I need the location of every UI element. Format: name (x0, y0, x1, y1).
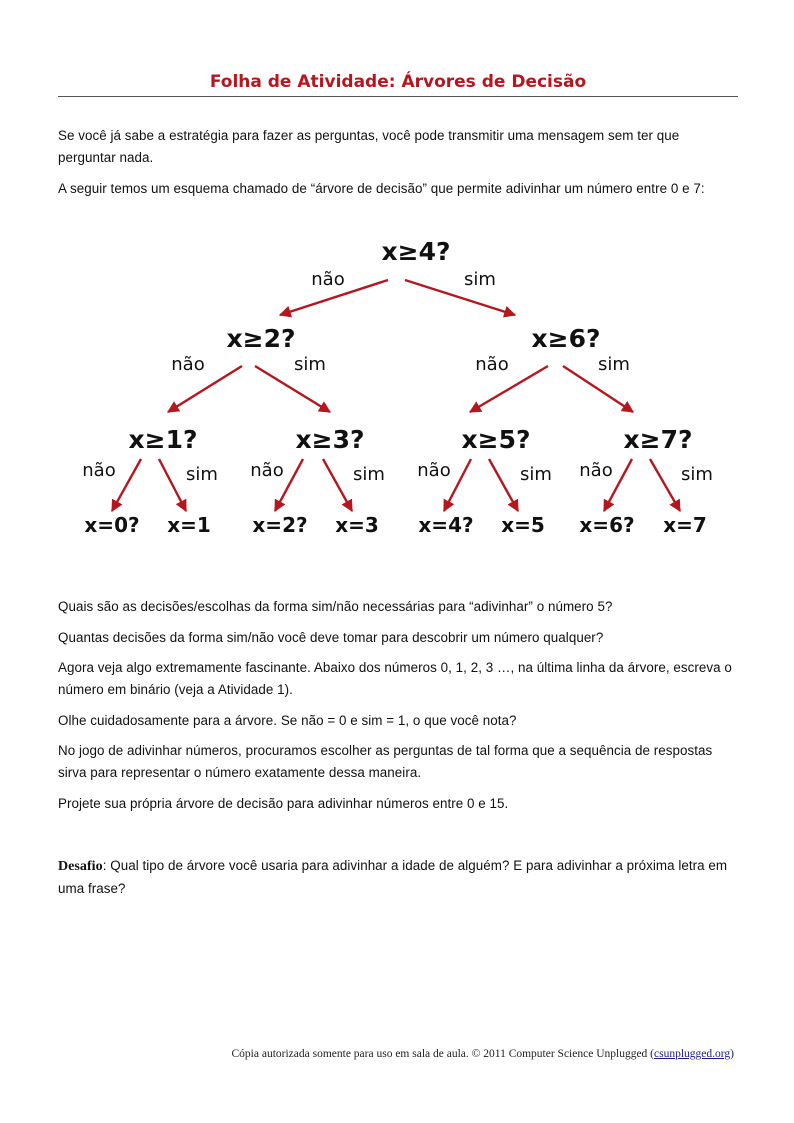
branch-label-no: não (417, 460, 451, 481)
challenge-paragraph (58, 855, 738, 900)
question-6: Projete sua própria árvore de decisão para adivinhar números entre 0 e 15. (58, 796, 509, 811)
footer (232, 1048, 735, 1060)
intro-paragraph-1: Se você já sabe a estratégia para fazer as perguntas, você pode transmitir uma mensagem sem ter que perguntar nada. (58, 128, 680, 165)
challenge-label: Desafio (58, 859, 103, 874)
branch-label-yes: sim (294, 354, 326, 375)
leaf-1: x=1 (167, 513, 211, 537)
branch-label-yes: sim (186, 464, 218, 485)
branch-label-yes: sim (464, 269, 496, 290)
question-1: Quais são as decisões/escolhas da forma sim/não necessárias para “adivinhar” o número 5? (58, 599, 613, 614)
title-divider (58, 96, 738, 97)
question-5: No jogo de adivinhar números, procuramos escolher as perguntas de tal forma que a sequência de respostas sirva para representar o número exatamente dessa maneira. (58, 743, 713, 780)
tree-arrow (159, 459, 186, 511)
branch-label-no: não (311, 269, 345, 290)
branch-label-yes: sim (353, 464, 385, 485)
leaf-4: x=4? (418, 513, 474, 537)
branch-label-no: não (579, 460, 613, 481)
node-level3-2: x≥3? (295, 425, 365, 454)
leaf-7: x=7 (663, 513, 707, 537)
tree-arrow (489, 459, 518, 511)
tree-arrow (650, 459, 680, 511)
question-2: Quantas decisões da forma sim/não você deve tomar para descobrir um número qualquer? (58, 630, 604, 645)
branch-label-no: não (250, 460, 284, 481)
node-level3-3: x≥5? (461, 425, 531, 454)
question-4: Olhe cuidadosamente para a árvore. Se não = 0 e sim = 1, o que você nota? (58, 713, 517, 728)
node-level2-left: x≥2? (226, 324, 296, 353)
branch-label-no: não (82, 460, 116, 481)
leaf-2: x=2? (252, 513, 308, 537)
tree-arrow (112, 459, 141, 511)
tree-arrow (323, 459, 352, 511)
node-level2-right: x≥6? (531, 324, 601, 353)
challenge-text: : Qual tipo de árvore você usaria para adivinhar a idade de alguém? E para adivinhar a próxima letra em uma frase? (58, 858, 728, 896)
decision-tree (0, 215, 794, 555)
branch-label-yes: sim (681, 464, 713, 485)
node-root: x≥4? (381, 237, 451, 266)
branch-label-no: não (475, 354, 509, 375)
branch-label-no: não (171, 354, 205, 375)
leaf-0: x=0? (84, 513, 140, 537)
question-3: Agora veja algo extremamente fascinante. Abaixo dos números 0, 1, 2, 3 …, na última linha da árvore, escreva o número em binário (veja a Atividade 1). (58, 660, 732, 697)
leaf-5: x=5 (501, 513, 545, 537)
page-title: Folha de Atividade: Árvores de Decisão (209, 72, 587, 92)
tree-arrow (405, 280, 515, 315)
footer-close: ) (730, 1048, 734, 1060)
footer-text: Cópia autorizada somente para uso em sala de aula. © 2011 Computer Science Unplugged ( (231, 1048, 655, 1060)
footer-link[interactable]: csunplugged.org (654, 1048, 731, 1060)
node-level3-1: x≥1? (128, 425, 198, 454)
leaf-6: x=6? (579, 513, 635, 537)
branch-label-yes: sim (598, 354, 630, 375)
leaf-3: x=3 (335, 513, 379, 537)
node-level3-4: x≥7? (623, 425, 693, 454)
intro-paragraph-2: A seguir temos um esquema chamado de “árvore de decisão” que permite adivinhar um número entre 0 e 7: (58, 181, 705, 196)
branch-label-yes: sim (520, 464, 552, 485)
